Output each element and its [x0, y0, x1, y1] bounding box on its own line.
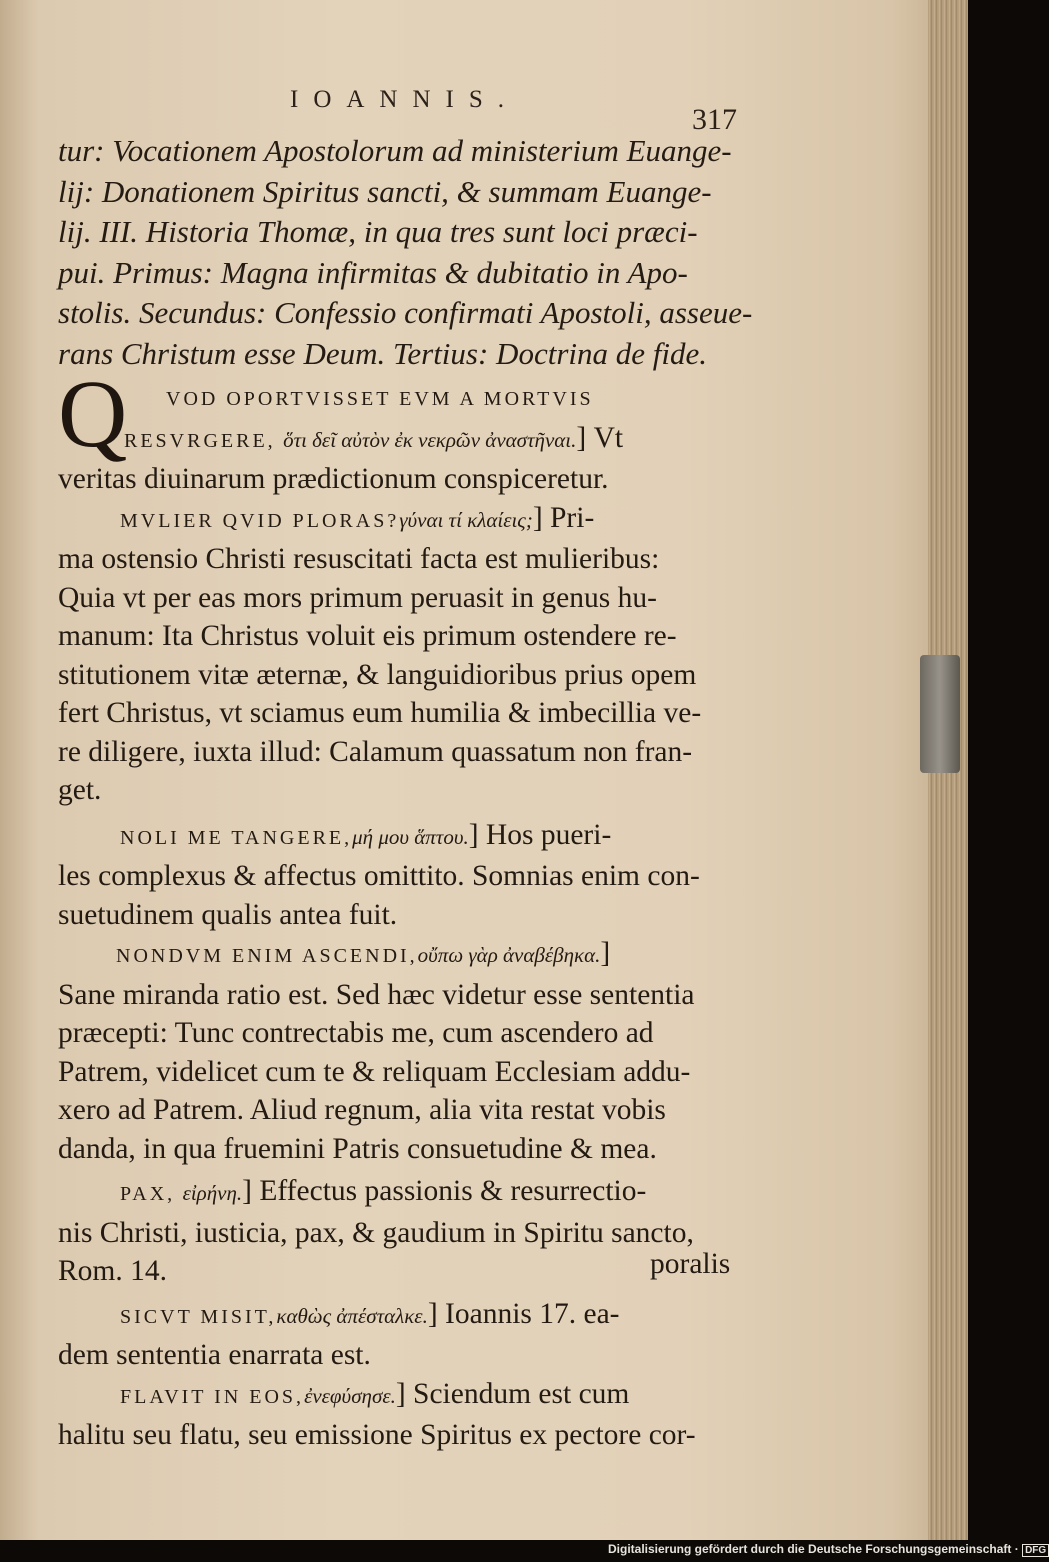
text-fragment: ] Vt [576, 421, 624, 454]
greek-text: γύναι τί κλαίεις; [399, 507, 533, 532]
summary-line: lij. III. Historia Thomæ, in qua tres sunt loci præci- [58, 214, 698, 249]
text-fragment: ] Ioannis 17. ea- [427, 1297, 620, 1330]
text-line [58, 816, 734, 858]
paragraph [58, 1295, 734, 1375]
text-line: veritas diuinarum prædictionum conspiceretur. [58, 463, 609, 495]
lemma: VOD OPORTVISSET EVM A MORTVIS [166, 388, 594, 410]
summary-line: tur: Vocationem Apostolorum ad ministerium Euange- [58, 133, 732, 168]
summary-line: stolis. Secundus: Confessio confirmati Apostoli, asseue- [58, 295, 753, 330]
text-line: xero ad Patrem. Aliud regnum, alia vita restat vobis [58, 1094, 666, 1126]
text-line [58, 499, 734, 541]
text-line: fert Christus, vt sciamus eum humilia & imbecillia ve- [58, 697, 702, 729]
paragraph [58, 934, 734, 1168]
dfg-logo: DFG [1022, 1544, 1049, 1557]
metal-page-clip [920, 655, 960, 773]
text-line: Sane miranda ratio est. Sed hæc videtur esse sententia [58, 978, 695, 1011]
text-line: dem sententia enarrata est. [58, 1339, 371, 1371]
summary-line: rans Christum esse Deum. Tertius: Doctrina de fide. [58, 335, 707, 371]
lemma: FLAVIT IN EOS, [120, 1385, 305, 1408]
text-line: re diligere, iuxta illud: Calamum quassatum non fran- [58, 735, 693, 768]
text-line: Quia vt per eas mors primum peruasit in genus hu- [58, 581, 657, 614]
text-fragment: ] [600, 937, 611, 969]
paragraph [58, 1375, 734, 1455]
text-line [58, 1172, 734, 1214]
lemma: SICVT MISIT, [120, 1305, 277, 1328]
text-fragment: ] Effectus passionis & resurrectio- [242, 1175, 647, 1207]
lemma: RESVRGERE, [124, 429, 276, 452]
greek-text: ἐνεφύσησε. [304, 1383, 396, 1408]
text-line: suetudinem qualis antea fuit. [58, 898, 398, 931]
running-head: IOANNIS. [290, 86, 520, 113]
lemma: NONDVM ENIM ASCENDI, [116, 945, 418, 967]
text-fragment: ] Sciendum est cum [395, 1377, 630, 1410]
catchword: poralis [650, 1248, 731, 1280]
lemma: MVLIER QVID PLORAS? [120, 509, 400, 532]
lemma: PAX, [120, 1183, 176, 1205]
drop-cap: Q [58, 360, 128, 467]
text-line [58, 377, 734, 419]
text-line [58, 1295, 734, 1337]
text-line [58, 1375, 734, 1417]
lemma: NOLI ME TANGERE, [120, 826, 353, 849]
summary-line: pui. Primus: Magna infirmitas & dubitatio in Apo- [58, 254, 688, 290]
text-line [58, 419, 734, 461]
greek-text: καθὼς ἀπέσταλκε. [276, 1303, 428, 1328]
text-line: manum: Ita Christus voluit eis primum ostendere re- [58, 620, 677, 652]
greek-text: ὅτι δεῖ αὐτὸν ἐκ νεκρῶν ἀναστῆναι. [283, 427, 577, 452]
paragraph [58, 360, 734, 499]
footer-text: Digitalisierung gefördert durch die Deutsche Forschungsgemeinschaft [608, 1542, 1012, 1556]
text-line: les complexus & affectus omittito. Somnias enim con- [58, 860, 700, 892]
text-line: Patrem, videlicet cum te & reliquam Ecclesiam addu- [58, 1055, 691, 1088]
text-line [58, 934, 734, 976]
summary-line: lij: Donationem Spiritus sancti, & summam Euange- [58, 173, 712, 209]
text-line: præcepti: Tunc contrectabis me, cum ascendero ad [58, 1017, 654, 1049]
paragraph [58, 816, 734, 935]
text-line: nis Christi, iusticia, pax, & gaudium in Spiritu sancto, [58, 1216, 694, 1249]
greek-text: οὔπω γὰρ ἀναβέβηκα. [417, 943, 601, 967]
text-line: Rom. 14. [58, 1255, 167, 1287]
text-line: stitutionem vitæ æternæ, & languidioribus prius opem [58, 658, 697, 691]
chapter-summary [58, 131, 753, 374]
page-number: 317 [692, 103, 737, 136]
paragraph [58, 499, 734, 810]
greek-text: εἰρήνη. [182, 1181, 243, 1205]
funding-footer: Digitalisierung gefördert durch die Deutsche Forschungsgemeinschaft · DFG [608, 1542, 1049, 1556]
text-line: get. [58, 774, 102, 806]
commentary-body [58, 360, 734, 1455]
text-fragment: ] Hos pueri- [468, 818, 612, 851]
paragraph [58, 1172, 734, 1291]
text-fragment: ] Pri- [532, 501, 595, 534]
text-line: ma ostensio Christi resuscitati facta est mulieribus: [58, 543, 660, 575]
text-line: danda, in qua fruemini Patris consuetudine & mea. [58, 1132, 657, 1165]
greek-text: μή μου ἅπτου. [352, 824, 469, 849]
text-line: halitu seu flatu, seu emissione Spiritus ex pectore cor- [58, 1419, 696, 1451]
